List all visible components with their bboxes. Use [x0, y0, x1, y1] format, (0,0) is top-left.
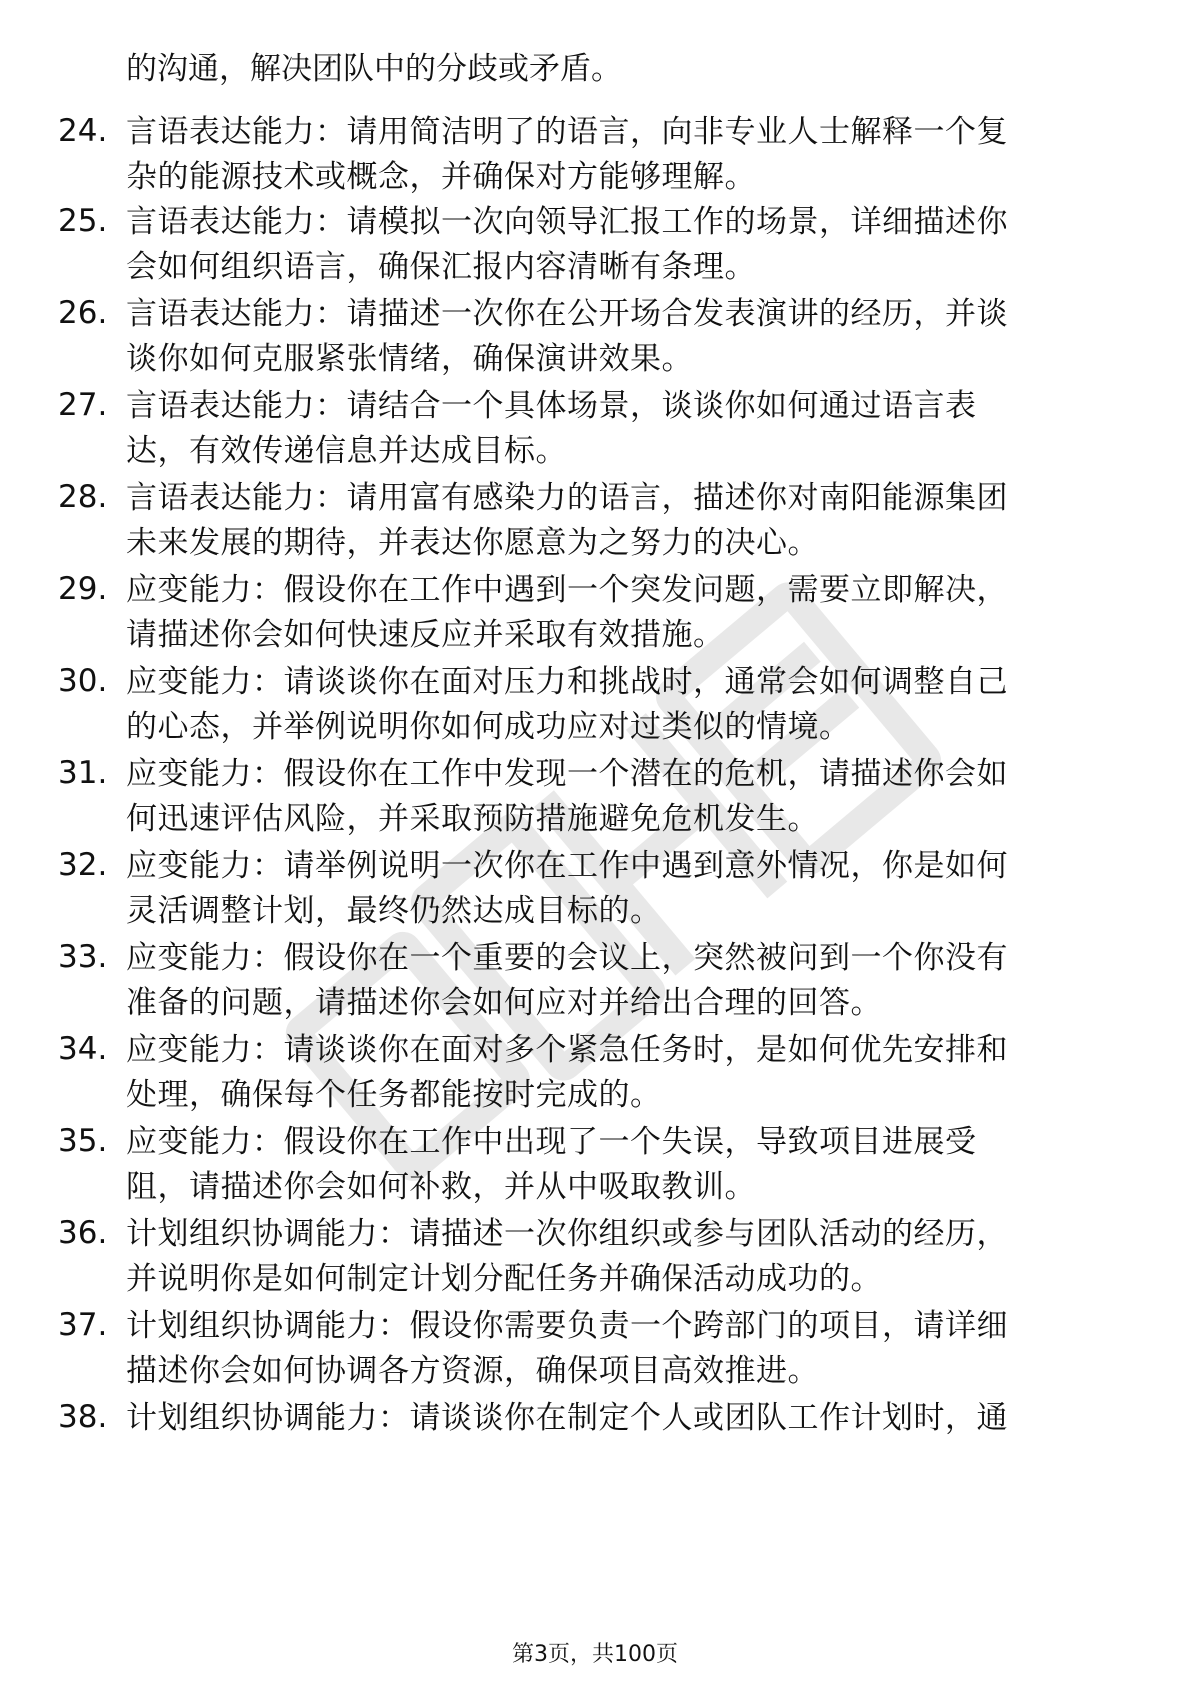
continuation-text: 的沟通，解决团队中的分歧或矛盾。 [126, 51, 622, 87]
question-number: 38. [58, 1399, 108, 1435]
question-text [126, 200, 1166, 290]
question-line: 言语表达能力：请结合一个具体场景，谈谈你如何通过语言表 [126, 388, 977, 424]
question-number: 37. [58, 1307, 108, 1343]
question-text [126, 1396, 1166, 1441]
question-line: 应变能力：假设你在一个重要的会议上，突然被问到一个你没有 [126, 940, 1008, 976]
question-line: 应变能力：假设你在工作中发现一个潜在的危机，请描述你会如 [126, 756, 1008, 792]
question-line: 描述你会如何协调各方资源，确保项目高效推进。 [126, 1353, 819, 1389]
question-line: 未来发展的期待，并表达你愿意为之努力的决心。 [126, 525, 819, 561]
question-line: 灵活调整计划，最终仍然达成目标的。 [126, 893, 662, 929]
question-line: 计划组织协调能力：请谈谈你在制定个人或团队工作计划时，通 [126, 1400, 1008, 1436]
question-number: 24. [58, 113, 108, 149]
question-text [126, 292, 1166, 382]
question-number: 35. [58, 1123, 108, 1159]
question-text [126, 476, 1166, 566]
question-line: 达，有效传递信息并达成目标。 [126, 433, 567, 469]
question-number: 30. [58, 663, 108, 699]
question-line: 的心态，并举例说明你如何成功应对过类似的情境。 [126, 709, 851, 745]
question-line: 计划组织协调能力：假设你需要负责一个跨部门的项目，请详细 [126, 1308, 1008, 1344]
question-text [126, 1028, 1166, 1118]
question-line: 言语表达能力：请用富有感染力的语言，描述你对南阳能源集团 [126, 480, 1008, 516]
question-text [126, 1120, 1166, 1210]
question-line: 谈你如何克服紧张情绪，确保演讲效果。 [126, 341, 693, 377]
question-number: 32. [58, 847, 108, 883]
question-line: 应变能力：请谈谈你在面对多个紧急任务时，是如何优先安排和 [126, 1032, 1008, 1068]
question-line: 言语表达能力：请模拟一次向领导汇报工作的场景，详细描述你 [126, 204, 1008, 240]
question-text [126, 1212, 1166, 1302]
question-number: 36. [58, 1215, 108, 1251]
question-number: 29. [58, 571, 108, 607]
question-text [126, 384, 1166, 474]
question-number: 34. [58, 1031, 108, 1067]
question-text [126, 1304, 1166, 1394]
question-number: 33. [58, 939, 108, 975]
question-line: 何迅速评估风险，并采取预防措施避免危机发生。 [126, 801, 819, 837]
question-number: 27. [58, 387, 108, 423]
question-text [126, 660, 1166, 750]
page-footer: 第3页，共100页 [512, 1642, 678, 1667]
question-text [126, 844, 1166, 934]
question-line: 计划组织协调能力：请描述一次你组织或参与团队活动的经历， [126, 1216, 1008, 1252]
question-number: 28. [58, 479, 108, 515]
question-number: 31. [58, 755, 108, 791]
question-line: 言语表达能力：请描述一次你在公开场合发表演讲的经历，并谈 [126, 296, 1008, 332]
question-line: 应变能力：假设你在工作中遇到一个突发问题，需要立即解决， [126, 572, 1008, 608]
question-line: 言语表达能力：请用简洁明了的语言，向非专业人士解释一个复 [126, 114, 1008, 150]
question-line: 请描述你会如何快速反应并采取有效措施。 [126, 617, 725, 653]
question-line: 应变能力：假设你在工作中出现了一个失误，导致项目进展受 [126, 1124, 977, 1160]
question-line: 处理，确保每个任务都能按时完成的。 [126, 1077, 662, 1113]
question-line: 阻，请描述你会如何补救，并从中吸取教训。 [126, 1169, 756, 1205]
question-line: 准备的问题，请描述你会如何应对并给出合理的回答。 [126, 985, 882, 1021]
question-text [126, 568, 1166, 658]
question-text [126, 936, 1166, 1026]
question-line: 会如何组织语言，确保汇报内容清晰有条理。 [126, 249, 756, 285]
question-line: 杂的能源技术或概念，并确保对方能够理解。 [126, 159, 756, 195]
question-line: 应变能力：请谈谈你在面对压力和挑战时，通常会如何调整自己 [126, 664, 1008, 700]
question-line: 并说明你是如何制定计划分配任务并确保活动成功的。 [126, 1261, 882, 1297]
question-line: 应变能力：请举例说明一次你在工作中遇到意外情况，你是如何 [126, 848, 1008, 884]
question-text [126, 752, 1166, 842]
question-text [126, 110, 1166, 200]
question-number: 26. [58, 295, 108, 331]
question-number: 25. [58, 203, 108, 239]
